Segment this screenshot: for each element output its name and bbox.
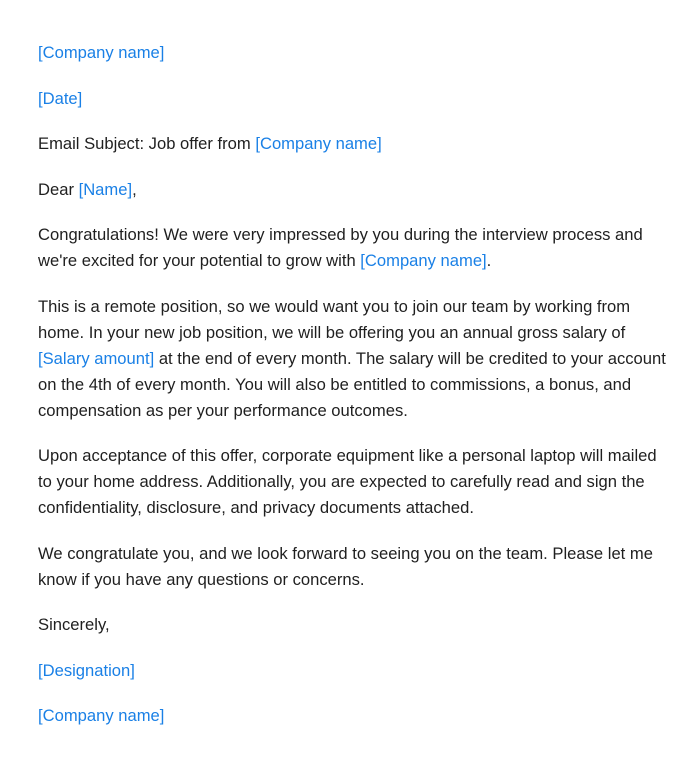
paragraph-1-company-placeholder: [Company name] xyxy=(360,251,487,270)
paragraph-closing-remarks xyxy=(38,541,668,593)
paragraph-compensation xyxy=(38,294,668,424)
company-name-placeholder: [Company name] xyxy=(38,43,165,62)
designation-line xyxy=(38,658,668,684)
closing-text: Sincerely, xyxy=(38,615,110,634)
paragraph-1-end: . xyxy=(486,251,492,270)
paragraph-3-text: Upon acceptance of this offer, corporate equipment like a personal laptop will mailed to your home address. Additionally, you are expected to carefully read and sign the confidentiality, disclosure, and privacy documents attached. xyxy=(38,446,657,517)
greeting-suffix: , xyxy=(132,179,137,199)
name-placeholder: [Name] xyxy=(78,179,133,199)
paragraph-2-text-b: at the end of every month. The salary will be credited to your account on the 4th of every month. You will also be entitled to commissions, a bonus, and compensation as per your performance outcomes. xyxy=(38,348,666,420)
company-name-footer-placeholder: [Company name] xyxy=(38,706,165,725)
paragraph-1-text: Congratulations! We were very impressed by you during the interview process and we're excited for your potential to grow with xyxy=(38,225,643,270)
company-name-footer xyxy=(38,703,668,729)
designation-placeholder: [Designation] xyxy=(38,660,135,680)
company-name-header xyxy=(38,40,668,66)
greeting xyxy=(38,177,668,203)
subject-company-placeholder: [Company name] xyxy=(255,134,382,153)
date-line xyxy=(38,86,668,112)
greeting-prefix: Dear xyxy=(38,179,79,199)
paragraph-congratulations xyxy=(38,222,668,274)
paragraph-equipment xyxy=(38,443,668,521)
paragraph-2-text-a: This is a remote position, so we would want you to join our team by working from home. In your new job position, we will be offering you an annual gross salary of xyxy=(38,296,631,342)
salary-amount-placeholder: [Salary amount] xyxy=(38,348,155,368)
paragraph-4-text: We congratulate you, and we look forward to seeing you on the team. Please let me know if you have any questions or concerns. xyxy=(38,543,653,589)
email-subject xyxy=(38,131,668,157)
sign-off xyxy=(38,612,668,638)
offer-letter xyxy=(38,40,668,749)
subject-prefix: Email Subject: Job offer from xyxy=(38,134,256,153)
date-placeholder: [Date] xyxy=(38,88,83,108)
